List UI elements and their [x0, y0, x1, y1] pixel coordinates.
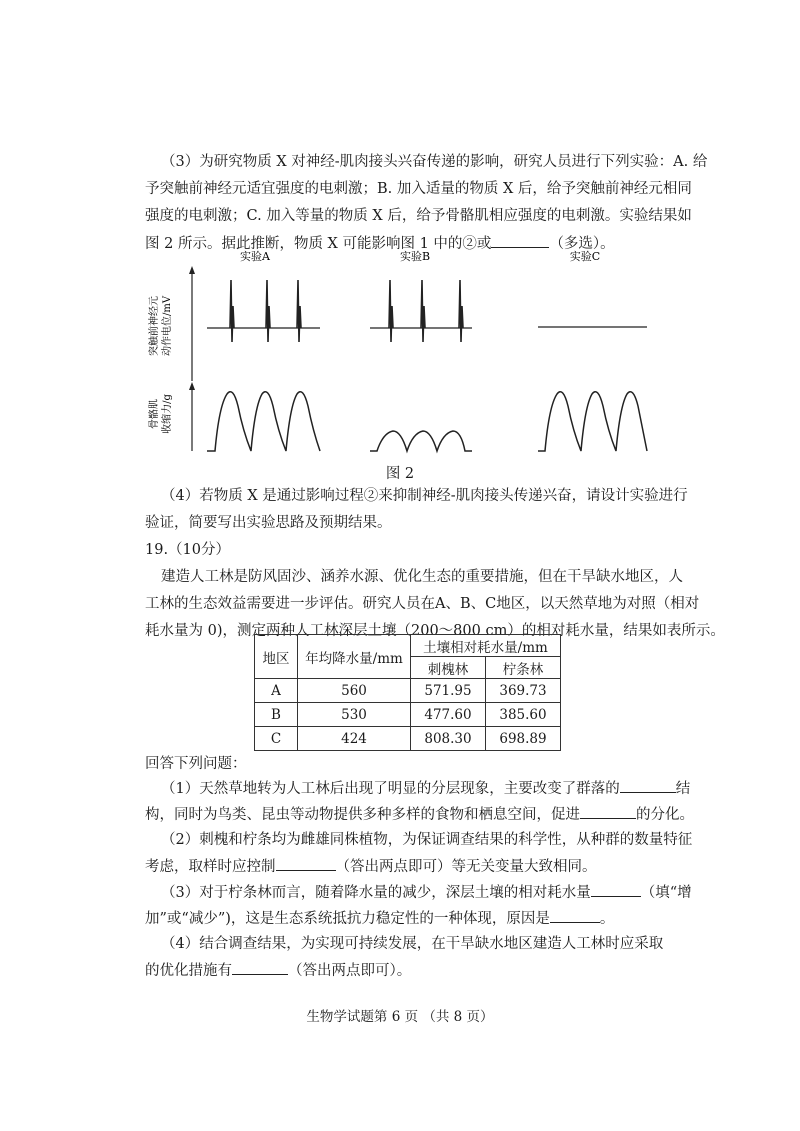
sub-q1-text-2: 构，同时为鸟类、昆虫等动物提供多种多样的食物和栖息空间，促进 [145, 807, 580, 823]
ylabel-top [147, 295, 173, 356]
sub-q1-line-1 [161, 778, 690, 799]
page-footer: 生物学试题第 6 页 （共 8 页） [306, 1009, 494, 1025]
cell-region: A [255, 679, 298, 703]
cell-caragana: 369.73 [486, 679, 561, 703]
table-row [255, 679, 561, 703]
cell-caragana: 385.60 [486, 703, 561, 727]
q3-line-4-suffix: （多选）。 [549, 236, 615, 252]
q3-line-4-text: 图 2 所示。据此推断，物质 X 可能影响图 1 中的②或 [145, 236, 492, 252]
sub-q3-suffix-2: 。 [599, 911, 615, 927]
sub-q2-text: 考虑，取样时应控制 [145, 859, 276, 875]
data-table [254, 634, 561, 751]
y-axis-bottom-arrow-icon [189, 382, 195, 390]
q19-heading: 19.（10分） [145, 542, 231, 558]
trace-force-b [370, 431, 472, 451]
q3-line-3: 强度的电刺激；C. 加入等量的物质 X 后，给予骨骼肌相应强度的电刺激。实验结果如 [145, 208, 692, 224]
header-soil-water: 土壤相对耗水量/mm [411, 635, 561, 657]
y-axis-top-arrow-icon [189, 266, 195, 274]
q19-para-3: 耗水量为 0)，测定两种人工林深层土壤（200～800 cm）的相对耗水量，结果如表所示。 [145, 623, 725, 639]
sub-q4-text: 的优化措施有 [145, 963, 232, 979]
panel-title-a: 实验A [240, 250, 270, 263]
q3-line-2: 予突触前神经元适宜强度的电刺激；B. 加入适量的物质 X 后，给予突触前神经元相同 [145, 181, 692, 197]
header-rainfall: 年均降水量/mm [298, 635, 411, 679]
q19-para-1: 建造人工林是防风固沙、涵养水源、优化生态的重要措施，但在干旱缺水地区，人 [161, 569, 683, 585]
sub-q1-line-2 [145, 804, 694, 825]
sub-q1-suffix-2: 的分化。 [636, 807, 694, 823]
ylabel-bottom [147, 394, 173, 434]
header-locust: 刺槐林 [411, 657, 486, 679]
cell-rainfall: 560 [298, 679, 411, 703]
sub-q1-suffix: 结 [675, 781, 691, 797]
sub-q3-line-1 [161, 882, 692, 903]
sub-q4-suffix: （答出两点即可）。 [288, 963, 412, 979]
ylabel-bottom-line-2: 收缩力/g [162, 394, 173, 434]
cell-rainfall: 530 [298, 703, 411, 727]
ylabel-top-line-2: 动作电位/mV [162, 295, 173, 357]
sub-q3-suffix: （填“增 [640, 885, 692, 901]
q19-para-2: 工林的生态效益需要进一步评估。研究人员在A、B、C地区，以天然草地为对照（相对 [145, 596, 700, 612]
table-row [255, 703, 561, 727]
panel-title-b: 实验B [399, 250, 431, 263]
sub-q2-line-2 [145, 856, 597, 877]
cell-region: C [255, 727, 298, 751]
cell-locust: 571.95 [411, 679, 486, 703]
table-row [255, 727, 561, 751]
q4-line-2: 验证，简要写出实验思路及预期结果。 [145, 515, 392, 531]
sub-q2-line-1: （2）刺槐和柠条均为雌雄同株植物，为保证调查结果的科学性，从种群的数量特征 [161, 832, 693, 848]
header-region: 地区 [255, 635, 298, 679]
trace-ap-b [370, 280, 472, 342]
answer-blank [620, 778, 676, 793]
cell-rainfall: 424 [298, 727, 411, 751]
answer-blank [232, 960, 288, 975]
answer-blank [580, 804, 636, 819]
sub-q3-line-2 [145, 908, 614, 929]
trace-force-a [207, 392, 320, 451]
sub-q4-line-1: （4）结合调查结果，为实现可持续发展，在干旱缺水地区建造人工林时应采取 [161, 936, 664, 952]
q4-line-1: （4）若物质 X 是通过影响过程②来抑制神经-肌肉接头传递兴奋，请设计实验进行 [161, 488, 688, 504]
sub-q2-suffix: （答出两点即可）等无关变量大致相同。 [335, 859, 597, 875]
sub-q4-line-2 [145, 960, 411, 981]
answer-blank [550, 908, 600, 923]
trace-ap-a [207, 280, 320, 342]
answer-blank [591, 882, 641, 897]
q3-line-1: （3）为研究物质 X 对神经-肌肉接头兴奋传递的影响，研究人员进行下列实验：A. 给 [161, 154, 708, 170]
figure-caption: 图 2 [385, 466, 415, 482]
cell-caragana: 698.89 [486, 727, 561, 751]
header-caragana: 柠条林 [486, 657, 561, 679]
sub-q1-text: （1）天然草地转为人工林后出现了明显的分层现象，主要改变了群落的 [161, 781, 620, 797]
sub-q3-text: （3）对于柠条林而言，随着降水量的减少，深层土壤的相对耗水量 [161, 885, 591, 901]
answers-intro: 回答下列问题： [145, 756, 247, 772]
cell-region: B [255, 703, 298, 727]
ylabel-bottom-line-1: 骨骼肌 [149, 399, 160, 429]
sub-q3-text-2: 加”或“减少”)，这是生态系统抵抗力稳定性的一种体现，原因是 [145, 911, 550, 927]
answer-blank [276, 856, 336, 871]
figure-2 [145, 246, 665, 466]
cell-locust: 808.30 [411, 727, 486, 751]
ylabel-top-line-1: 突触前神经元 [149, 296, 160, 356]
cell-locust: 477.60 [411, 703, 486, 727]
trace-force-c [538, 392, 647, 451]
panel-title-c: 实验C [569, 250, 601, 263]
